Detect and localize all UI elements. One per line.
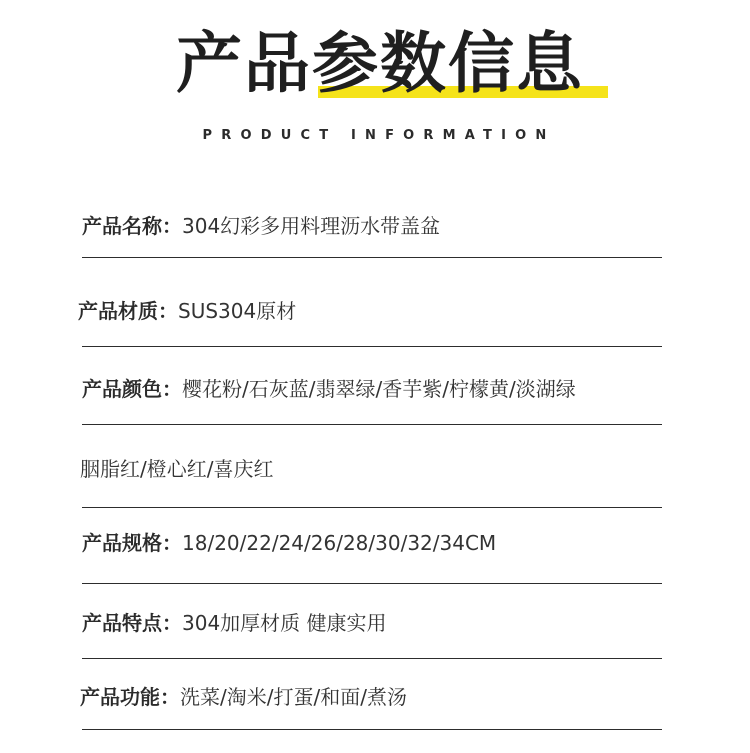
spec-row-size	[82, 523, 496, 563]
page-subtitle: PRODUCT INFORMATION	[202, 128, 556, 143]
spec-value: 18/20/22/24/26/28/30/32/34CM	[182, 531, 497, 555]
divider	[82, 729, 662, 730]
spec-label: 产品规格：	[82, 531, 182, 555]
spec-value: 胭脂红/橙心红/喜庆红	[80, 457, 274, 481]
spec-row-color-continued	[80, 449, 273, 489]
divider	[82, 507, 662, 508]
spec-value: 304幻彩多用料理沥水带盖盆	[182, 214, 441, 238]
divider	[82, 658, 662, 659]
divider	[82, 346, 662, 347]
spec-label: 产品材质：	[78, 299, 178, 323]
spec-label: 产品特点：	[82, 611, 182, 635]
divider	[82, 257, 662, 258]
page-title: 产品参数信息	[176, 25, 584, 102]
spec-value: SUS304原材	[178, 299, 297, 323]
divider	[82, 583, 662, 584]
title-block	[0, 25, 750, 108]
spec-row-function	[80, 677, 407, 717]
spec-value: 樱花粉/石灰蓝/翡翠绿/香芋紫/柠檬黄/淡湖绿	[182, 377, 576, 401]
spec-label: 产品功能：	[80, 685, 180, 709]
spec-row-features	[82, 603, 387, 643]
spec-row-material	[78, 291, 296, 331]
spec-label: 产品颜色：	[82, 377, 182, 401]
spec-value: 洗菜/淘米/打蛋/和面/煮汤	[180, 685, 407, 709]
spec-label: 产品名称：	[82, 214, 182, 238]
spec-row-color	[82, 369, 576, 409]
divider	[82, 424, 662, 425]
spec-value: 304加厚材质 健康实用	[182, 611, 387, 635]
spec-row-name	[82, 206, 440, 246]
